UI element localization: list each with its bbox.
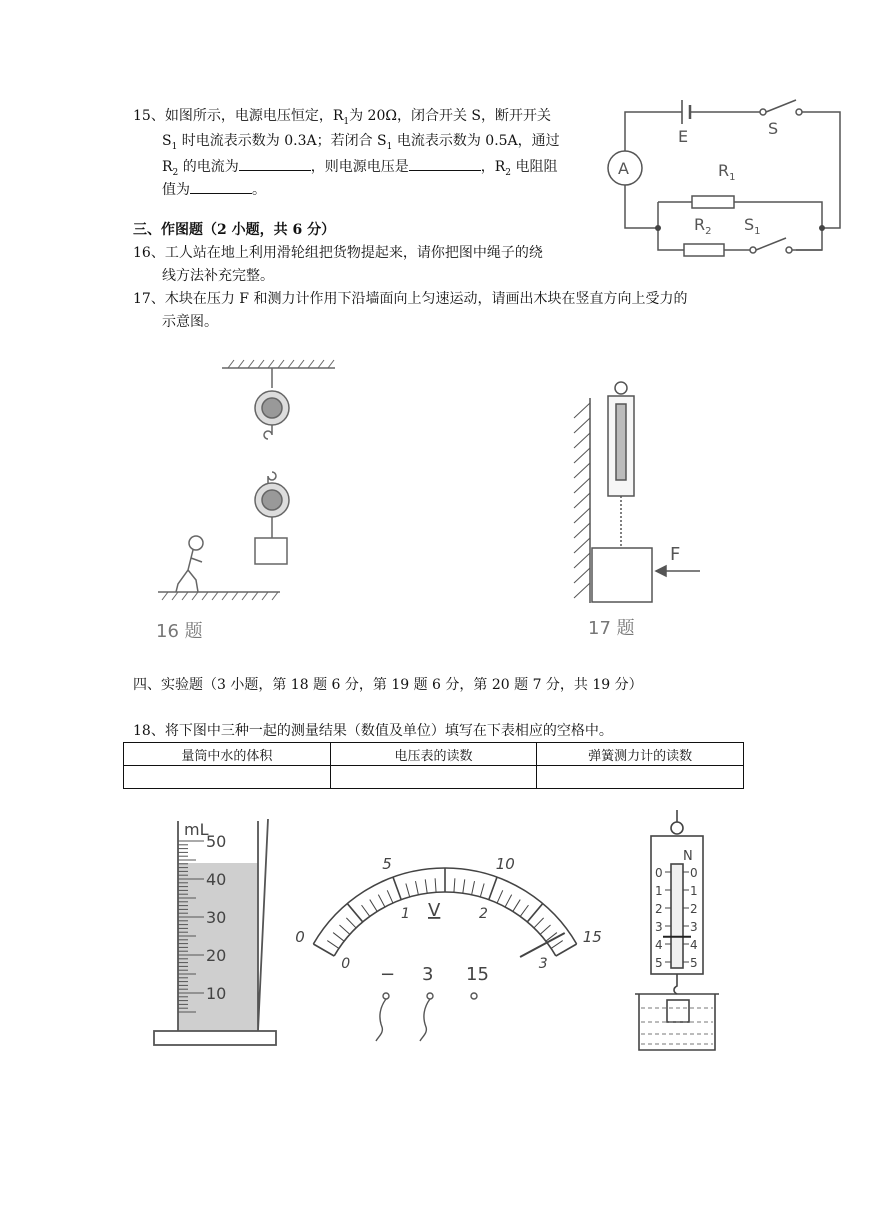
q16-line2: 线方法补充完整。 xyxy=(162,268,274,284)
voltmeter-tick xyxy=(505,895,512,907)
circuit-label-e: E xyxy=(678,127,689,146)
spring-tick-label-right: 5 xyxy=(690,956,698,970)
answer-table xyxy=(123,742,744,789)
table-header-cell: 量筒中水的体积 xyxy=(124,743,331,766)
spring-scale xyxy=(625,810,735,1060)
force-label-f: F xyxy=(670,544,681,565)
cylinder-tick-label: 50 xyxy=(206,832,227,851)
circuit-label-r2: $R_2$ xyxy=(694,215,712,237)
voltmeter-tick xyxy=(333,933,344,942)
q17-caption: 17 题 xyxy=(588,618,635,639)
voltmeter-tick xyxy=(513,900,520,912)
terminal-3: 3 xyxy=(422,964,434,985)
spring-tick-label-left: 4 xyxy=(655,938,663,952)
voltmeter-tick xyxy=(435,878,436,892)
q15-line3: $R_2$ 的电流为 ，则电源电压是 ，$R_2$ 电阻阻 xyxy=(162,154,557,184)
voltmeter-tick xyxy=(497,890,503,903)
cylinder-tick-label: 40 xyxy=(206,870,227,889)
voltmeter-tick xyxy=(370,900,377,912)
voltmeter-tick xyxy=(346,918,356,928)
circuit-label-a: A xyxy=(618,159,629,178)
cylinder-tick-label: 10 xyxy=(206,984,227,1003)
section-3-title: 三、作图题（2 小题，共 6 分） xyxy=(133,222,336,238)
voltmeter-bottom-label: 1 xyxy=(401,905,410,922)
answer-blank-voltage[interactable] xyxy=(409,154,481,171)
voltmeter xyxy=(295,820,602,1050)
voltmeter-tick xyxy=(327,941,339,949)
spring-tick-label-right: 3 xyxy=(690,920,698,934)
q15-line2: $S_1$ 时电流表示数为 0.3A；若闭合 $S_1$ 电流表示数为 0.5A，通过 xyxy=(162,133,560,152)
voltmeter-top-label: 5 xyxy=(382,855,392,874)
voltmeter-tick xyxy=(425,879,427,893)
voltmeter-tick xyxy=(540,925,550,934)
voltmeter-tick xyxy=(387,890,393,903)
voltmeter-tick xyxy=(339,925,349,934)
voltmeter-tick xyxy=(347,904,362,922)
voltmeter-tick xyxy=(463,879,465,893)
voltmeter-tick xyxy=(556,944,577,956)
wall-block-figure xyxy=(560,378,720,648)
answer-blank-current[interactable] xyxy=(239,154,311,171)
pulley-figure xyxy=(150,360,370,650)
voltmeter-tick xyxy=(520,905,528,916)
q17-line1: 17、木块在压力 F 和测力计作用下沿墙面向上匀速运动，请画出木块在竖直方向上受力的 xyxy=(133,291,688,307)
cylinder-unit: mL xyxy=(184,820,209,839)
q15-line4: 值为 。 xyxy=(162,177,266,201)
circuit-label-s: S xyxy=(768,119,779,138)
table-header-row xyxy=(124,743,744,766)
voltmeter-top-label: 15 xyxy=(582,928,602,946)
q16-line1: 16、工人站在地上利用滑轮组把货物提起来，请你把图中绳子的绕 xyxy=(133,245,543,261)
circuit-diagram xyxy=(600,92,850,262)
circuit-label-r1: $R_1$ xyxy=(718,161,736,183)
table-header-cell: 电压表的读数 xyxy=(330,743,537,766)
voltmeter-tick xyxy=(472,881,475,895)
voltmeter-tick xyxy=(551,941,563,949)
q17-line2: 示意图。 xyxy=(162,314,218,330)
voltmeter-bottom-label: 3 xyxy=(538,956,548,972)
cylinder-tick-label: 20 xyxy=(206,946,227,965)
spring-tick-label-right: 0 xyxy=(690,866,698,880)
voltmeter-tick xyxy=(415,881,418,895)
voltmeter-bottom-label: 0 xyxy=(341,956,351,972)
circuit-label-s1: $S_1$ xyxy=(744,215,761,237)
voltmeter-tick xyxy=(378,895,385,907)
voltmeter-tick xyxy=(454,878,455,892)
spring-tick-label-left: 2 xyxy=(655,902,663,916)
answer-blank-resistance[interactable] xyxy=(190,177,252,194)
voltmeter-tick xyxy=(406,884,410,897)
table-header-cell: 弹簧测力计的读数 xyxy=(537,743,744,766)
q16-caption: 16 题 xyxy=(156,621,203,642)
spring-tick-label-left: 0 xyxy=(655,866,663,880)
voltmeter-tick xyxy=(480,884,484,897)
voltmeter-unit: V xyxy=(428,900,441,921)
answer-cell-voltage[interactable] xyxy=(330,766,537,789)
spring-tick-label-left: 5 xyxy=(655,956,663,970)
answer-cell-volume[interactable] xyxy=(124,766,331,789)
table-answer-row xyxy=(124,766,744,789)
q18-text: 18、将下图中三种一起的测量结果（数值及单位）填写在下表相应的空格中。 xyxy=(133,723,613,739)
q15-line1: 15、如图所示，电源电压恒定，$R_1$为 20Ω，闭合开关 S，断开开关 xyxy=(133,108,552,127)
voltmeter-tick xyxy=(534,918,544,928)
spring-scale-unit: N xyxy=(683,849,693,864)
spring-tick-label-right: 4 xyxy=(690,938,698,952)
section-4-title: 四、实验题（3 小题，第 18 题 6 分，第 19 题 6 分，第 20 题 7 分，共 19 分） xyxy=(133,677,643,693)
voltmeter-tick xyxy=(393,877,401,900)
spring-tick-label-right: 1 xyxy=(690,884,698,898)
voltmeter-tick xyxy=(489,877,497,900)
graduated-cylinder xyxy=(150,815,280,1055)
spring-tick-label-left: 3 xyxy=(655,920,663,934)
voltmeter-top-label: 0 xyxy=(295,928,305,946)
voltmeter-tick xyxy=(362,905,370,916)
voltmeter-tick xyxy=(313,944,334,956)
terminal-negative: − xyxy=(380,964,396,985)
spring-tick-label-left: 1 xyxy=(655,884,663,898)
voltmeter-bottom-label: 2 xyxy=(478,905,488,922)
terminal-15: 15 xyxy=(466,964,489,985)
voltmeter-top-label: 10 xyxy=(495,855,515,874)
voltmeter-inner-arc xyxy=(334,892,556,956)
spring-tick-label-right: 2 xyxy=(690,902,698,916)
cylinder-tick-label: 30 xyxy=(206,908,227,927)
voltmeter-tick xyxy=(527,904,542,922)
answer-cell-force[interactable] xyxy=(537,766,744,789)
